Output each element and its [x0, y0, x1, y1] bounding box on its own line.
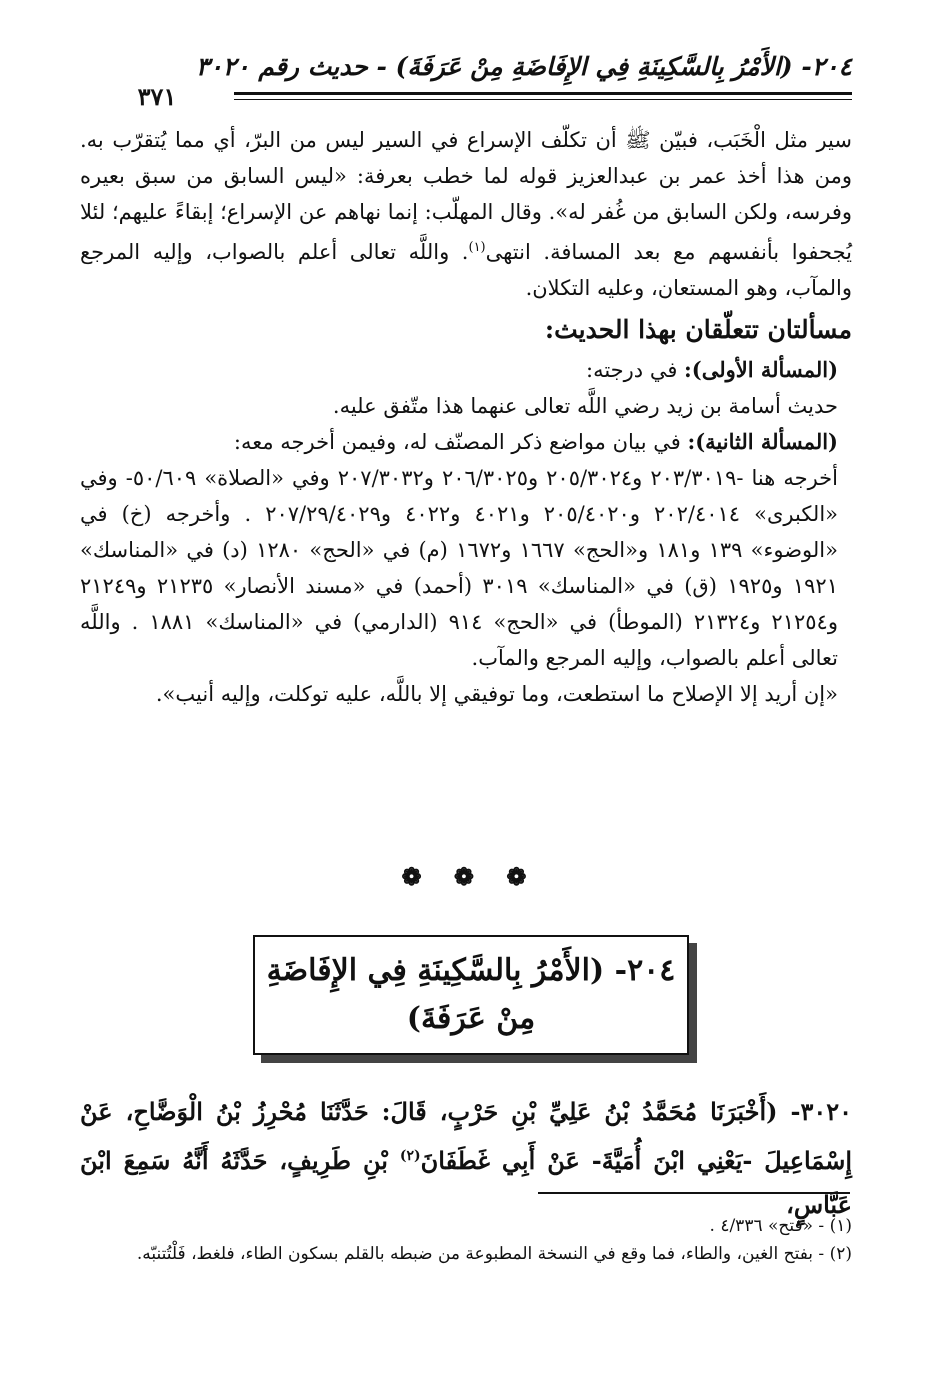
footnote-ref-2: (٢) — [399, 1148, 421, 1164]
closing-quote: «إن أريد إلا الإصلاح ما استطعت، وما توفيقي إلا باللَّه، عليه توكلت، وإليه أنيب». — [155, 682, 838, 706]
hadith-text-b: بْنِ طَرِيفٍ، حَدَّثَهُ أَنَّهُ سَمِعَ ابْنَ عَبَّاسٍ، — [80, 1146, 852, 1219]
section-heading: مسألتان تتعلّقان بهذا الحديث: — [544, 315, 852, 344]
paragraph-commentary-end: . واللَّه تعالى أعلم بالصواب، وإليه المرجع والمآب، وهو المستعان، وعليه التكلان. — [80, 240, 852, 300]
section-separator: ❁ ❁ ❁ — [401, 862, 539, 891]
hadith-text-a: ٣٠٢٠- (أَخْبَرَنَا مُحَمَّدُ بْنُ عَلِيِّ بْنِ حَرْبٍ، قَالَ: حَدَّثَنَا مُحْرِزُ بْنُ الْوَضَّاحِ، عَنْ إِسْمَاعِيلَ -يَعْنِي ابْنَ أُمَيَّةَ- عَنْ أَبِي غَطَفَانَ — [80, 1097, 852, 1175]
chapter-title-line-2: مِنْ عَرَفَةَ) — [406, 1001, 536, 1036]
question-2 — [80, 424, 852, 460]
question-2-text: في بيان مواضع ذكر المصنّف له، وفيمن أخرجه معه: — [233, 430, 688, 454]
footnote-2: (٢) - بفتح الغين، والطاء، فما وقع في النسخة المطبوعة من ضبطه بالقلم بسكون الطاء، فلغط، فَلْتُتنبّه. — [136, 1244, 852, 1264]
main-text — [80, 122, 852, 712]
paragraph-commentary-text: سير مثل الْخَبَب، فبيّن ﷺ أن تكلّف الإسراع في السير ليس من البرّ، أي مما يُتقرّب به. ومن هذا أخذ عمر بن عبدالعزيز قوله لما خطب بعرفة: «ليس السابق من سبق بعيره وفرسه، ولكن السابق من غُفر له». وقال المهلّب: إنما نهاهم عن الإسراع؛ إبقاءً عليهم؛ لئلا يُجحفوا بأنفسهم مع بعد المسافة. انتهى — [80, 128, 852, 264]
chapter-title-box — [253, 935, 689, 1055]
footnote-ref-1: (١) — [468, 240, 486, 255]
takhrij-paragraph: أخرجه هنا -٢٠٣/٣٠١٩ و٢٠٥/٣٠٢٤ و٢٠٦/٣٠٢٥ و٢٠٧/٣٠٣٢ وفي «الصلاة» ٥٠/٦٠٩- وفي «الكبرى» ٢٠٢/٤٠١٤ و٢٠٥/٤٠٢٠ و٤٠٢١ و٤٠٢٢ و٢٠٧/٢٩/٤٠٢٩ . وأخرجه (خ) في «الوضوء» ١٣٩ و١٨١ و«الحج» ١٦٦٧ و١٦٧٢ (م) في «الحج» ١٢٨٠ (د) في «المناسك» ١٩٢١ و١٩٢٥ (ق) في «المناسك» ٣٠١٩ (أحمد) في «مسند الأنصار» ٢١٢٣٥ و٢١٢٤٩ و٢١٢٥٤ و٢١٣٢٤ (الموطأ) في «الحج» ٩١٤ (الدارمي) في «المناسك» ١٨٨١ . واللَّه تعالى أعلم بالصواب، وإليه المرجع والمآب. — [80, 466, 839, 670]
question-1 — [80, 352, 852, 388]
question-1-text: في درجته: — [586, 358, 685, 382]
page-header — [80, 52, 852, 111]
question-2-label: (المسألة الثانية): — [687, 429, 838, 454]
question-1-answer: حديث أسامة بن زيد رضي اللَّه تعالى عنهما هذا متّفق عليه. — [332, 394, 838, 418]
paragraph-commentary — [80, 122, 852, 306]
footnote-rule — [538, 1192, 850, 1194]
page-number: ٣٧١ — [80, 82, 234, 111]
chapter-title-line-1: ٢٠٤- (الأَمْرُ بِالسَّكِينَةِ فِي الإِفَاضَةِ — [266, 953, 676, 988]
footnotes — [80, 1212, 852, 1268]
running-title: ٢٠٤- (الأَمْرُ بِالسَّكِينَةِ فِي الإِفَاضَةِ مِنْ عَرَفَةَ) - حديث رقم ٣٠٢٠ — [195, 52, 852, 81]
hadith-text — [80, 1090, 852, 1227]
footnote-1: (١) - «فتح» ٤/٣٣٦ . — [709, 1216, 852, 1236]
question-1-label: (المسألة الأولى): — [684, 357, 838, 382]
